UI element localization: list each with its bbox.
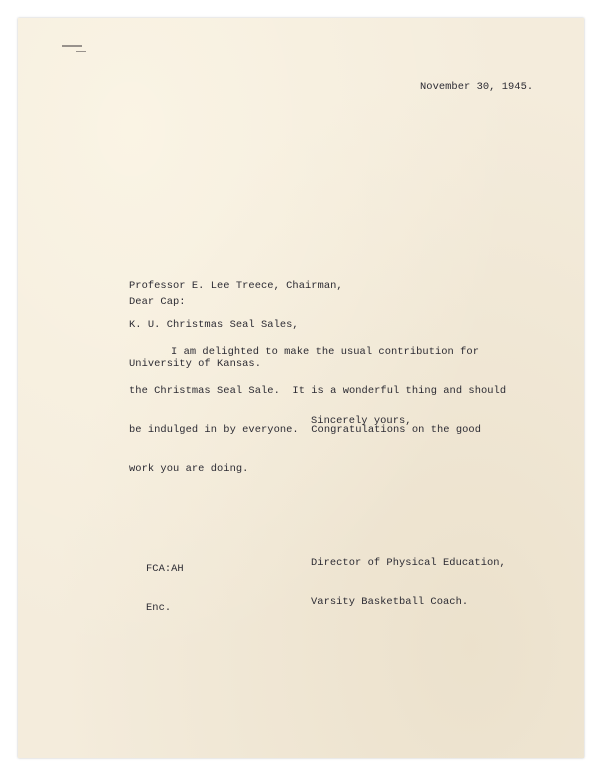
title-line: Director of Physical Education, xyxy=(311,557,506,569)
address-line: K. U. Christmas Seal Sales, xyxy=(129,319,299,331)
enclosure-line: Enc. xyxy=(146,602,172,614)
complimentary-close: Sincerely yours, xyxy=(311,415,412,427)
paper-mark xyxy=(62,45,82,47)
address-line: University of Kansas. xyxy=(129,358,261,370)
reference-line: FCA:AH xyxy=(146,563,184,575)
letter-body xyxy=(129,320,506,502)
signature-titles xyxy=(311,531,506,635)
paper-mark xyxy=(76,51,86,52)
letter-date: November 30, 1945. xyxy=(420,81,534,93)
body-line: work you are doing. xyxy=(129,463,249,475)
letter-page xyxy=(18,18,584,758)
body-line: be indulged in by everyone. Congratulations on the good xyxy=(129,424,481,436)
body-line: the Christmas Seal Sale. It is a wonderful thing and should xyxy=(129,385,507,397)
address-line: Professor E. Lee Treece, Chairman, xyxy=(129,280,343,292)
body-line: I am delighted to make the usual contribution for xyxy=(171,346,479,358)
reference-initials xyxy=(146,537,184,641)
salutation: Dear Cap: xyxy=(129,296,186,308)
title-line: Varsity Basketball Coach. xyxy=(311,596,469,608)
